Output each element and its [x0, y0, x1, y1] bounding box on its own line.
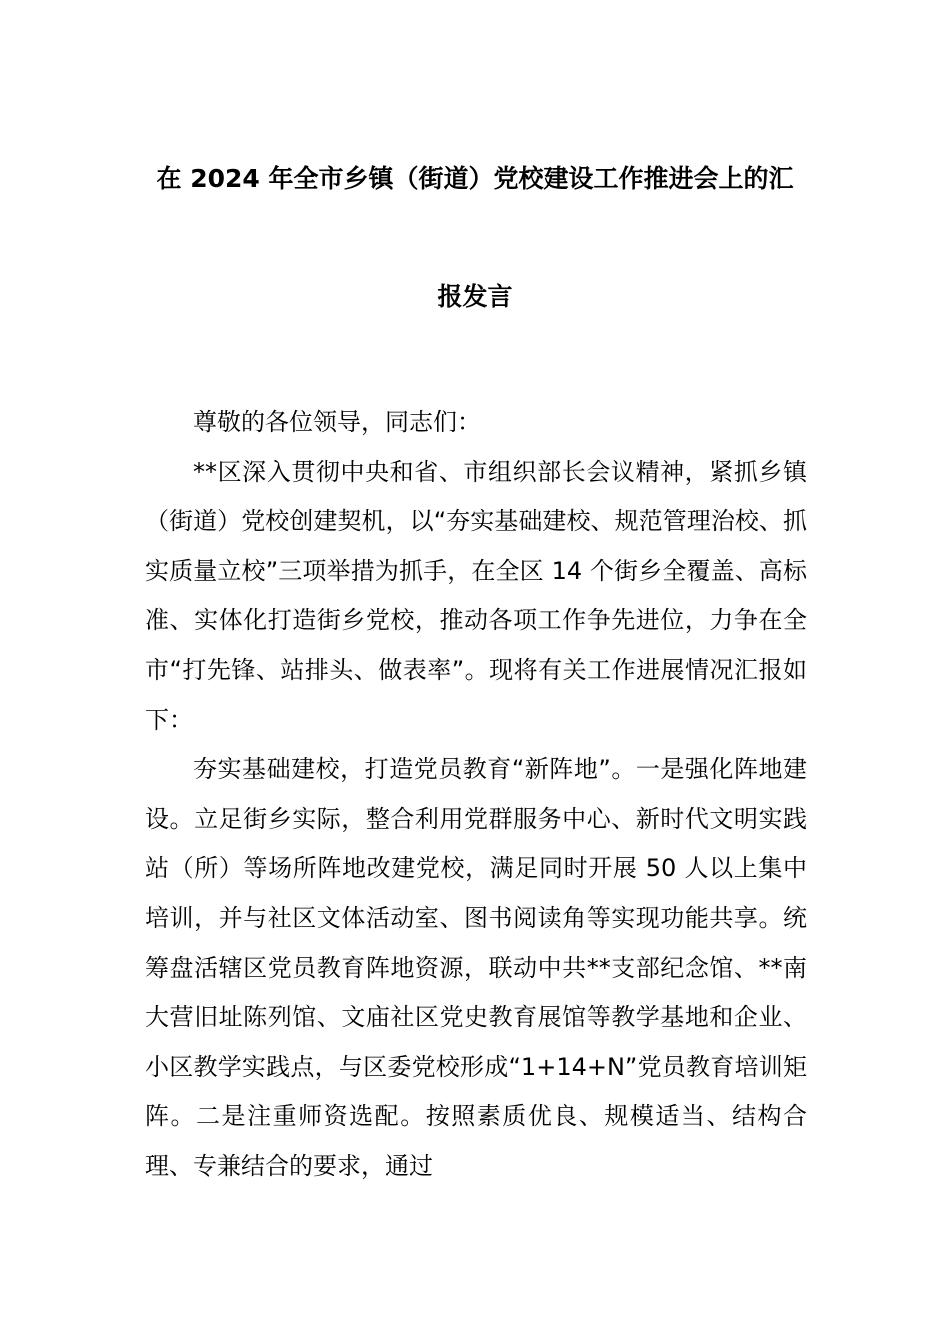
document-title-line-2: 报发言 — [437, 282, 513, 311]
document-body — [145, 398, 807, 1192]
salutation-paragraph: 尊敬的各位领导，同志们： — [193, 408, 481, 436]
intro-paragraph: **区深入贯彻中央和省、市组织部长会议精神，紧抓乡镇（街道）党校创建契机，以“夯实基础建校、规范管理治校、抓实质量立校”三项举措为抓手，在全区 14 个街乡全覆盖、高标准、实体化打造街乡党校，推动各项工作争先进位，力争在全市“打先锋、站排头、做表率”。现将有关工作进展情况汇报如下： — [145, 457, 807, 734]
document-title-line-1: 在 2024 年全市乡镇（街道）党校建设工作推进会上的汇 — [156, 164, 794, 193]
section-one-paragraph: 夯实基础建校，打造党员教育“新阵地”。一是强化阵地建设。立足街乡实际，整合利用党群服务中心、新时代文明实践站（所）等场所阵地改建党校，满足同时开展 50 人以上集中培训，并与社区文体活动室、图书阅读角等实现功能共享。统筹盘活辖区党员教育阵地资源，联动中共**支部纪念馆、**南大营旧址陈列馆、文庙社区党史教育展馆等教学基地和企业、小区教学实践点，与区委党校形成“1+14+N”党员教育培训矩阵。二是注重师资选配。按照素质优良、规模适当、结构合理、专兼结合的要求，通过 — [145, 755, 807, 1180]
